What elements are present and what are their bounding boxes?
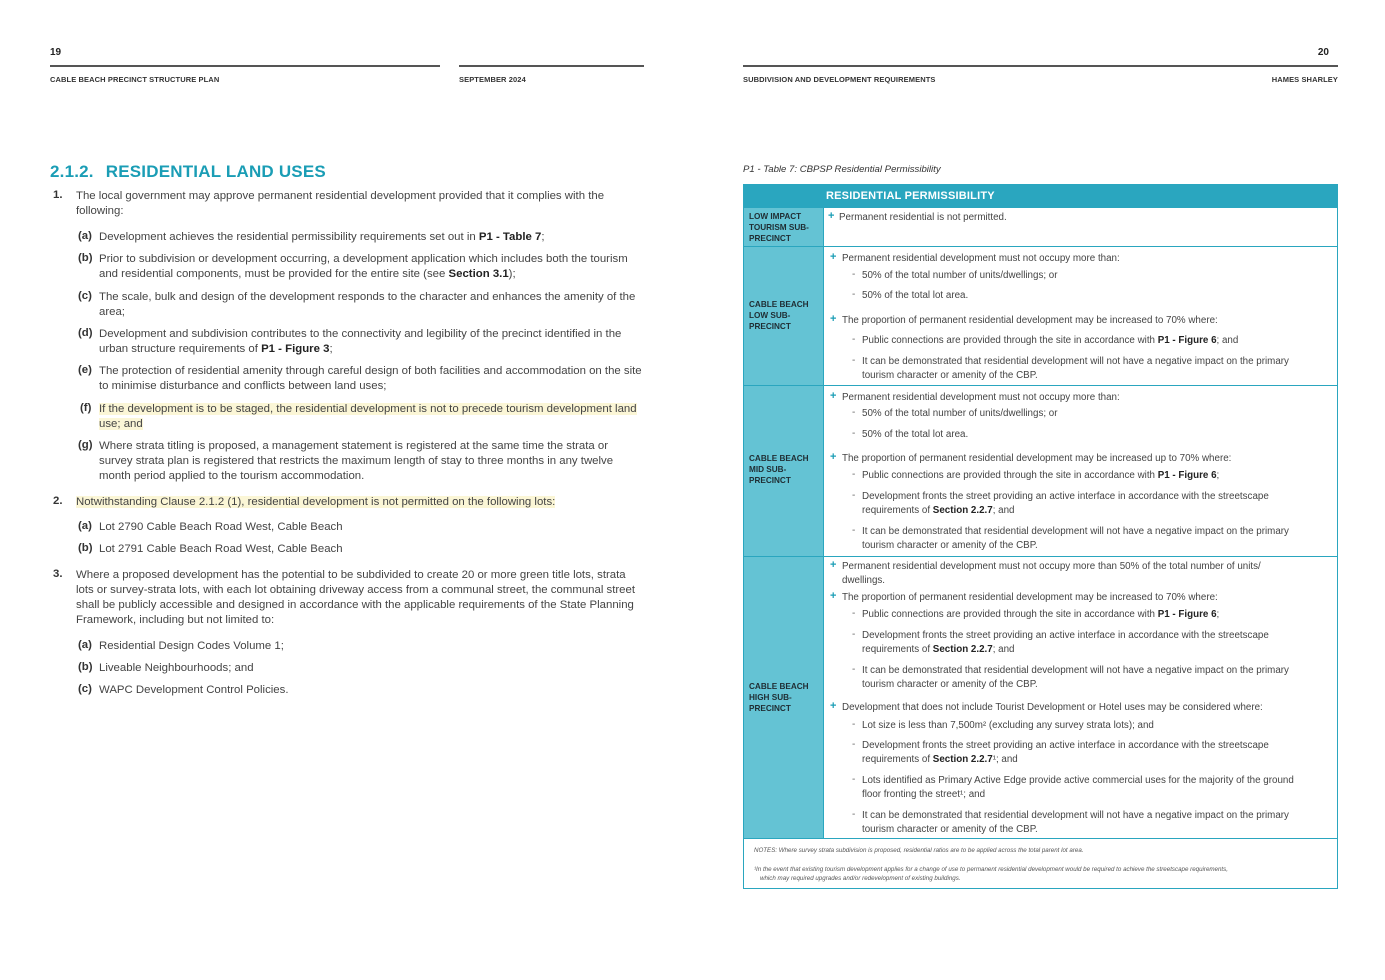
table-note: ¹In the event that existing tourism development applies for a change of use to permanent residential development would be required to achieve the streetscape requirements, [754, 866, 1228, 873]
row-label-cell [744, 247, 823, 385]
table-text: requirements of Section 2.2.7; and [862, 644, 1015, 655]
list-marker: (a) [78, 230, 92, 242]
table-text: tourism character or amenity of the CBP. [862, 540, 1038, 551]
table-text: 50% of the total lot area. [862, 429, 969, 440]
dash-bullet: - [852, 407, 856, 418]
header-rule [743, 65, 1338, 67]
row-label: CABLE BEACH HIGH SUB-PRECINCT [749, 682, 809, 713]
table-text: Development that does not include Tourist Development or Hotel uses may be considered where: [842, 702, 1263, 713]
table-text: requirements of Section 2.2.7; and [862, 505, 1015, 516]
list-item: Lot 2791 Cable Beach Road West, Cable Beach [99, 543, 343, 555]
list-item: The local government may approve permanent residential development provided that it complies with the following: [76, 190, 605, 217]
header-rule [459, 65, 644, 67]
list-marker: (a) [78, 639, 92, 651]
left-page [0, 0, 692, 980]
running-header-date: SEPTEMBER 2024 [459, 75, 526, 84]
table-text: Permanent residential development must not occupy more than: [842, 253, 1120, 264]
table-text: Permanent residential is not permitted. [839, 212, 1007, 223]
plus-icon: + [830, 451, 837, 463]
list-marker: (f) [80, 402, 92, 414]
plus-icon: + [828, 210, 835, 222]
list-item: Prior to subdivision or development occurring, a development application which includes both the tourism and residential components, must be provided for the entire site (see Section 3.1); [99, 253, 628, 280]
table-note: which may required upgrades and/or redevelopment of existing buildings. [760, 875, 961, 882]
list-item: The protection of residential amenity through careful design of both facilities and accommodation on the site to minimise disturbance and conflicts between land uses; [99, 365, 642, 392]
plus-icon: + [830, 590, 837, 602]
running-header: SUBDIVISION AND DEVELOPMENT REQUIREMENTS [743, 75, 936, 84]
list-item: WAPC Development Control Policies. [99, 684, 289, 696]
dash-bullet: - [852, 469, 856, 480]
section-number: 2.1.2. [50, 162, 94, 181]
list-item-highlighted: If the development is to be staged, the residential development is not to precede tourism development land use; and [99, 403, 637, 430]
table-header [744, 185, 1337, 208]
dash-bullet: - [852, 269, 856, 280]
right-page [692, 0, 1385, 980]
table-text: The proportion of permanent residential development may be increased up to 70% where: [842, 453, 1232, 464]
row-divider [744, 385, 1337, 386]
table-header-label: RESIDENTIAL PERMISSIBILITY [826, 190, 995, 202]
dash-bullet: - [852, 490, 856, 501]
table-text: It can be demonstrated that residential development will not have a negative impact on the primary [862, 810, 1289, 821]
list-marker: (b) [78, 542, 93, 554]
dash-bullet: - [852, 774, 856, 785]
plus-icon: + [830, 559, 837, 571]
plus-icon: + [830, 251, 837, 263]
page-number: 19 [50, 47, 62, 58]
row-label-cell [744, 208, 823, 246]
table-text: floor fronting the street¹; and [862, 789, 986, 800]
table-text: Public connections are provided through the site in accordance with P1 - Figure 6; [862, 609, 1220, 620]
list-marker: (d) [78, 327, 93, 339]
table-text: Lots identified as Primary Active Edge provide active commercial uses for the majority of the ground [862, 775, 1294, 786]
section-title [50, 162, 326, 182]
list-marker: (g) [78, 439, 93, 451]
column-divider [823, 208, 824, 838]
table-text: Development fronts the street providing an active interface in accordance with the streetscape [862, 740, 1269, 751]
table-text: tourism character or amenity of the CBP. [862, 824, 1038, 835]
list-item: Development and subdivision contributes to the connectivity and legibility of the precinct identified in the urban structure requirements of P1 - Figure 3; [99, 328, 622, 355]
list-item: The scale, bulk and design of the development responds to the character and enhances the amenity of the area; [99, 291, 636, 318]
row-divider [744, 556, 1337, 557]
list-marker: 1. [53, 189, 63, 201]
list-marker: (e) [78, 364, 92, 376]
dash-bullet: - [852, 664, 856, 675]
list-marker: 3. [53, 568, 63, 580]
row-label: LOW IMPACT TOURISM SUB-PRECINCT [749, 212, 809, 243]
dash-bullet: - [852, 608, 856, 619]
row-label-cell [744, 386, 823, 556]
table-text: tourism character or amenity of the CBP. [862, 370, 1038, 381]
plus-icon: + [830, 700, 837, 712]
row-divider [744, 838, 1337, 839]
list-item: Development achieves the residential permissibility requirements set out in P1 - Table 7; [99, 231, 545, 243]
plus-icon: + [830, 313, 837, 325]
permissibility-table [743, 184, 1338, 889]
dash-bullet: - [852, 719, 856, 730]
dash-bullet: - [852, 428, 856, 439]
list-item: Where strata titling is proposed, a management statement is registered at the same time the strata or survey strata plan is registered that restricts the maximum length of stay to three months in any twelve month period applied to the tourism accommodation. [99, 440, 614, 482]
table-text: The proportion of permanent residential development may be increased to 70% where: [842, 592, 1218, 603]
list-marker: 2. [53, 495, 63, 507]
table-text: dwellings. [842, 575, 886, 586]
row-label: CABLE BEACH LOW SUB-PRECINCT [749, 300, 809, 331]
list-item: Lot 2790 Cable Beach Road West, Cable Beach [99, 521, 343, 533]
running-header-author: HAMES SHARLEY [1271, 75, 1338, 84]
dash-bullet: - [852, 289, 856, 300]
dash-bullet: - [852, 739, 856, 750]
list-item: Residential Design Codes Volume 1; [99, 640, 284, 652]
table-text: It can be demonstrated that residential development will not have a negative impact on the primary [862, 665, 1289, 676]
table-text: The proportion of permanent residential development may be increased to 70% where: [842, 315, 1218, 326]
header-rule [50, 65, 440, 67]
table-note: NOTES: Where survey strata subdivision is proposed, residential ratios are to be applied across the total parent lot area. [754, 847, 1084, 854]
list-marker: (a) [78, 520, 92, 532]
table-text: It can be demonstrated that residential development will not have a negative impact on the primary [862, 356, 1289, 367]
table-text: requirements of Section 2.2.7¹; and [862, 754, 1018, 765]
table-text: Permanent residential development must not occupy more than 50% of the total number of units/ [842, 561, 1261, 572]
list-item-highlighted: Notwithstanding Clause 2.1.2 (1), residential development is not permitted on the following lots: [76, 496, 556, 508]
list-item: Where a proposed development has the potential to be subdivided to create 20 or more green title lots, strata lots or survey-strata lots, with each lot obtaining driveway access from a communal street, the communal street shall be publicly accessible and designed in accordance with the applicable requirements of the State Planning Framework, including but not limited to: [76, 569, 636, 626]
dash-bullet: - [852, 334, 856, 345]
list-marker: (b) [78, 252, 93, 264]
table-text: Public connections are provided through the site in accordance with P1 - Figure 6; and [862, 335, 1239, 346]
plus-icon: + [830, 390, 837, 402]
section-heading: RESIDENTIAL LAND USES [105, 162, 326, 181]
table-text: Lot size is less than 7,500m² (excluding any survey strata lots); and [862, 720, 1154, 731]
table-text: tourism character or amenity of the CBP. [862, 679, 1038, 690]
dash-bullet: - [852, 809, 856, 820]
row-label: CABLE BEACH MID SUB-PRECINCT [749, 454, 809, 485]
table-caption: P1 - Table 7: CBPSP Residential Permissibility [743, 164, 941, 175]
row-divider [744, 246, 1337, 247]
running-header: CABLE BEACH PRECINCT STRUCTURE PLAN [50, 75, 220, 84]
list-marker: (c) [78, 683, 92, 695]
dash-bullet: - [852, 355, 856, 366]
table-text: Permanent residential development must not occupy more than: [842, 392, 1120, 403]
table-text: Development fronts the street providing an active interface in accordance with the streetscape [862, 491, 1269, 502]
dash-bullet: - [852, 629, 856, 640]
list-marker: (b) [78, 661, 93, 673]
table-text: 50% of the total number of units/dwellings; or [862, 408, 1058, 419]
table-text: 50% of the total lot area. [862, 290, 969, 301]
table-text: 50% of the total number of units/dwellings; or [862, 270, 1058, 281]
page-number: 20 [1317, 47, 1329, 58]
table-text: Development fronts the street providing an active interface in accordance with the streetscape [862, 630, 1269, 641]
table-text: It can be demonstrated that residential development will not have a negative impact on the primary [862, 526, 1289, 537]
dash-bullet: - [852, 525, 856, 536]
list-item: Liveable Neighbourhoods; and [99, 662, 254, 674]
table-text: Public connections are provided through the site in accordance with P1 - Figure 6; [862, 470, 1220, 481]
row-label-cell [744, 557, 823, 838]
list-marker: (c) [78, 290, 92, 302]
